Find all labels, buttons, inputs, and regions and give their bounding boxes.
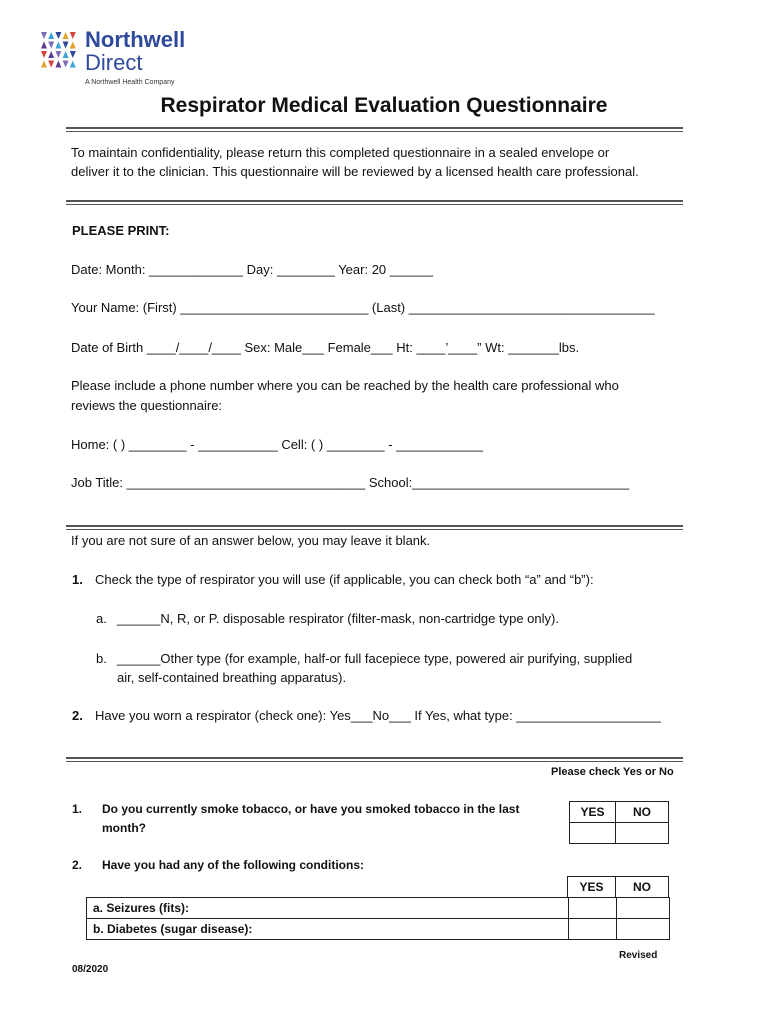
logo-name-line2: Direct [85, 50, 143, 75]
logo-triangle [70, 51, 76, 58]
logo-mark [41, 32, 77, 72]
s2-q2-header-table [567, 876, 669, 898]
revised-label: Revised [619, 950, 658, 961]
revision-date: 08/2020 [72, 964, 109, 975]
dob-field-row[interactable]: Date of Birth ____/____/____ Sex: Male___ Female___ Ht: ____’____” Wt: _______lbs. [71, 340, 580, 355]
logo-triangle [63, 61, 69, 68]
phone-field-row[interactable]: Home: ( ) ________ - ___________ Cell: ( ) ________ - ____________ [71, 437, 483, 452]
intro-line-2: deliver it to the clinician. This questionnaire will be reviewed by a licensed health care professional. [71, 164, 639, 179]
condition-label: b. Diabetes (sugar disease): [87, 919, 569, 940]
yes-header: YES [570, 802, 616, 823]
no-checkbox[interactable] [617, 898, 670, 919]
logo-triangle [55, 51, 61, 58]
intro-line-1: To maintain confidentiality, please return this completed questionnaire in a sealed envelope or [71, 145, 610, 160]
logo-triangle [63, 32, 69, 39]
logo-triangles-icon [41, 32, 77, 72]
logo-triangle [41, 61, 47, 68]
q1-number: 1. [72, 572, 83, 587]
yes-header: YES [568, 877, 616, 898]
logo-triangle [48, 42, 54, 49]
page-title: Respirator Medical Evaluation Questionnaire [160, 94, 608, 117]
logo-tagline: A Northwell Health Company [85, 79, 175, 86]
phone-intro-line-2: reviews the questionnaire: [71, 398, 223, 413]
q1-text: Check the type of respirator you will use (if applicable, you can check both “a” and “b”): [95, 572, 594, 587]
divider [66, 127, 683, 132]
s2-q2-number: 2. [72, 858, 83, 872]
q1b-option-cont: air, self-contained breathing apparatus). [117, 670, 347, 685]
q2-text[interactable]: Have you worn a respirator (check one): Yes___No___ If Yes, what type: ____________________ [95, 708, 661, 723]
logo-triangle [48, 61, 54, 68]
logo-triangle [70, 61, 76, 68]
no-header: NO [616, 877, 669, 898]
q1b-letter: b. [96, 651, 107, 666]
divider [66, 200, 683, 205]
logo-name-line1: Northwell [85, 27, 186, 52]
check-yes-no-note: Please check Yes or No [551, 766, 674, 778]
logo-triangle [55, 61, 61, 68]
q2-number: 2. [72, 708, 83, 723]
logo-triangle [41, 51, 47, 58]
logo-triangle [41, 32, 47, 39]
logo-triangle [48, 51, 54, 58]
s2-q1-number: 1. [72, 802, 83, 816]
logo-triangle [70, 42, 76, 49]
condition-label: a. Seizures (fits): [87, 898, 569, 919]
s2-q2-text: Have you had any of the following conditions: [102, 858, 365, 872]
s2-q1-text-line-1: Do you currently smoke tobacco, or have you smoked tobacco in the last [102, 802, 520, 816]
name-field-row[interactable]: Your Name: (First) __________________________ (Last) __________________________________ [71, 300, 655, 315]
s2-q1-text-line-2: month? [102, 821, 146, 835]
logo-triangle [55, 42, 61, 49]
no-checkbox[interactable] [617, 919, 670, 940]
no-checkbox[interactable] [616, 823, 669, 844]
logo-triangle [48, 32, 54, 39]
please-print-label: PLEASE PRINT: [72, 223, 170, 238]
logo-triangle [63, 42, 69, 49]
q1b-option[interactable]: ______Other type (for example, half-or full facepiece type, powered air purifying, supplied [117, 651, 633, 666]
yes-checkbox[interactable] [569, 919, 617, 940]
q1a-letter: a. [96, 611, 107, 626]
s2-q1-answer-table [569, 801, 669, 844]
logo-triangle [41, 42, 47, 49]
logo-triangle [55, 32, 61, 39]
q1a-option[interactable]: ______N, R, or P. disposable respirator (filter-mask, non-cartridge type only). [117, 611, 559, 626]
date-field-row[interactable]: Date: Month: _____________ Day: ________ Year: 20 ______ [71, 262, 434, 277]
yes-checkbox[interactable] [569, 898, 617, 919]
divider [66, 525, 683, 530]
logo-triangle [63, 51, 69, 58]
phone-intro-line-1: Please include a phone number where you can be reached by the health care professional who [71, 378, 619, 393]
divider [66, 757, 683, 762]
no-header: NO [616, 802, 669, 823]
logo-triangle [70, 32, 76, 39]
job-field-row[interactable]: Job Title: _________________________________ School:______________________________ [71, 475, 630, 490]
conditions-table [86, 897, 670, 940]
blank-note: If you are not sure of an answer below, you may leave it blank. [71, 533, 431, 548]
yes-checkbox[interactable] [570, 823, 616, 844]
table-row [87, 919, 670, 940]
table-row [87, 898, 670, 919]
